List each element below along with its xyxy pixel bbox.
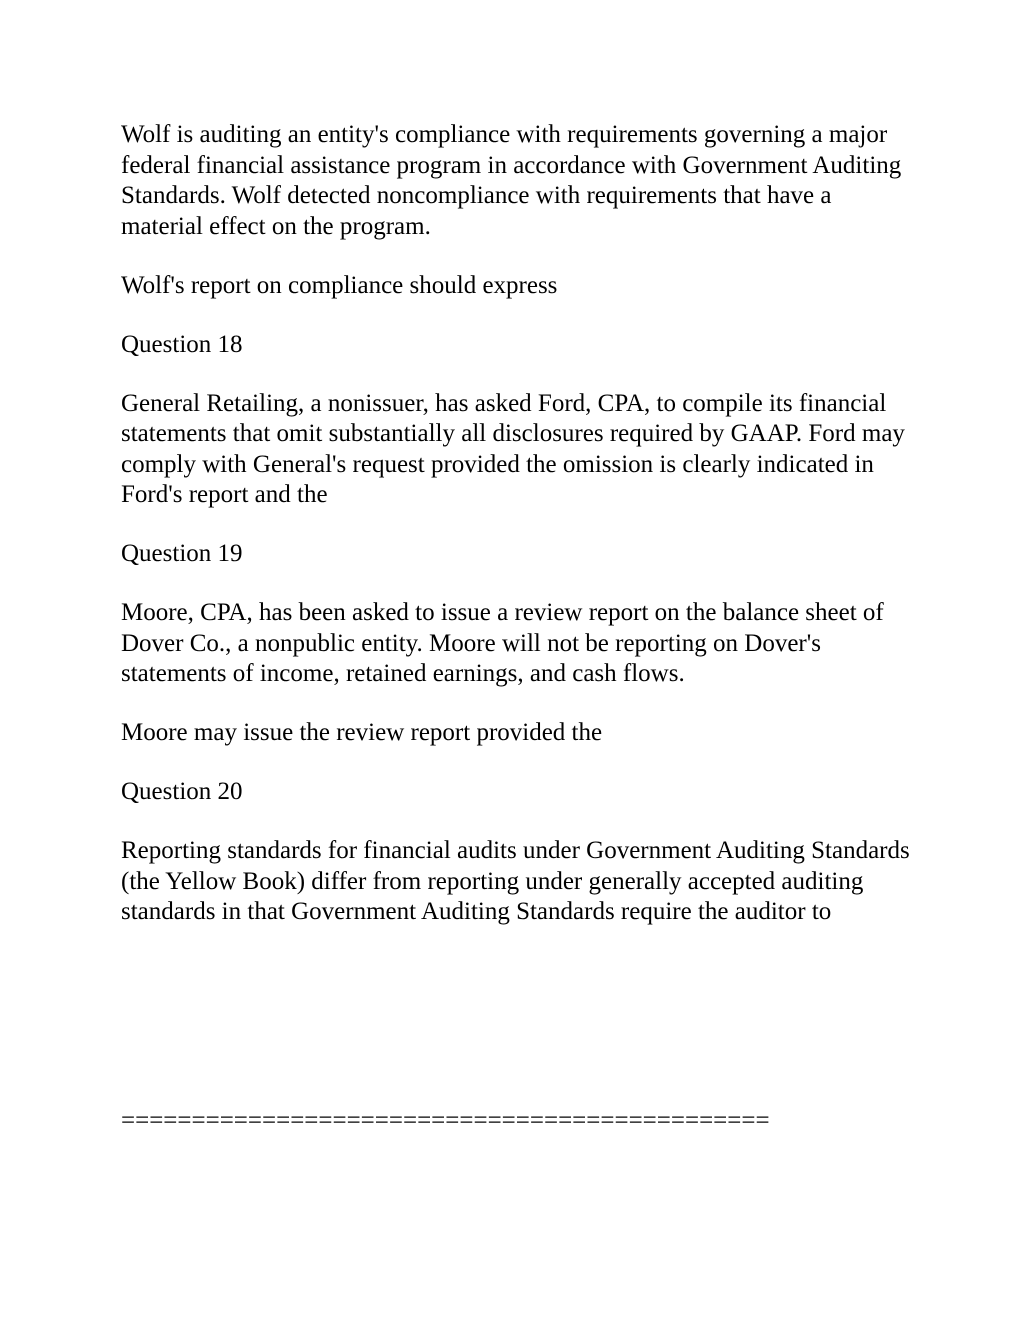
paragraph-wolf-scenario: Wolf is auditing an entity's compliance with requirements governing a major federal financial assistance program in accordance with Government Auditing Standards. Wolf detected noncompliance with requirements that have a material effect on the program. [121, 121, 902, 240]
separator-line: ============================================== [121, 1107, 770, 1134]
paragraph-wolf-question: Wolf's report on compliance should express [121, 271, 558, 299]
paragraph-moore-question: Moore may issue the review report provided the [121, 719, 603, 746]
question-18-heading: Question 18 [121, 330, 243, 358]
question-20-heading: Question 20 [121, 778, 243, 805]
paragraph-moore-scenario: Moore, CPA, has been asked to issue a review report on the balance sheet of Dover Co., a nonpublic entity. Moore will not be reporting on Dover's statements of income, retained earnings, and cash flows. [121, 599, 884, 687]
paragraph-general-retailing: General Retailing, a nonissuer, has asked Ford, CPA, to compile its financial statements that omit substantially all disclosures required by GAAP. Ford may comply with General's request provided the omission is clearly indicated in Ford's report and the [121, 389, 905, 508]
question-19-heading: Question 19 [121, 540, 243, 567]
paragraph-reporting-standards: Reporting standards for financial audits under Government Auditing Standards (the Yellow Book) differ from reporting under generally accepted auditing standards in that Government Auditing Standards require the auditor to [121, 837, 910, 925]
document-body [121, 120, 911, 956]
